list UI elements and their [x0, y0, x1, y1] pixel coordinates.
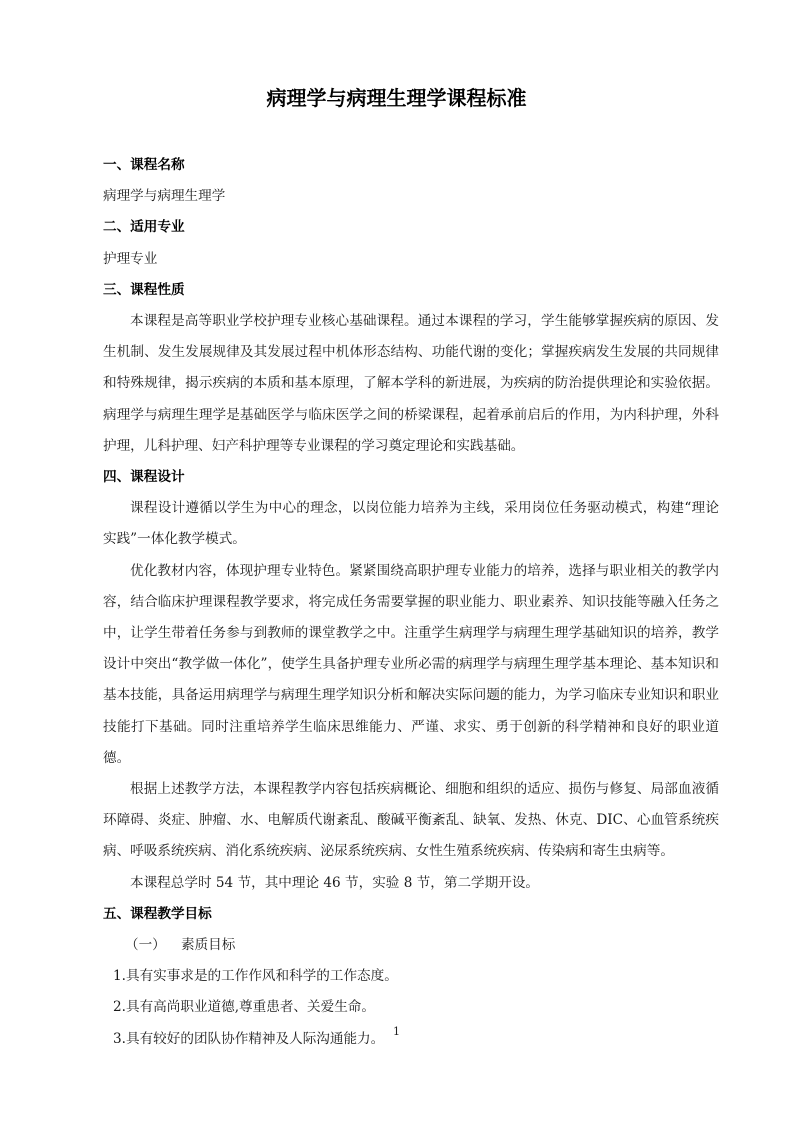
subsection-title: 素质目标 [181, 936, 236, 953]
section-heading-teaching-objectives: 五、课程教学目标 [103, 905, 212, 922]
section-heading-course-name: 一、课程名称 [103, 157, 185, 173]
course-nature-paragraph: 本课程是高等职业学校护理专业核心基础课程。通过本课程的学习，学生能够掌握疾病的原因、发生机制、发生发展规律及其发展过程中机体形态结构、功能代谢的变化；掌握疾病发生发展的共同规律和特殊规律，揭示疾病的本质和基本原理，了解本学科的新进展，为疾病的防治提供理论和实验依据。病理学与病理生理学是基础医学与临床医学之间的桥梁课程，起着承前启后的作用，为内科护理，外科护理，儿科护理、妇产科护理等专业课程的学习奠定理论和实践基础。 [103, 312, 719, 454]
subsection-quality-objectives [103, 930, 719, 961]
objective-item: 1.具有实事求是的工作作风和科学的工作态度。 [113, 968, 398, 985]
document-body [103, 150, 719, 1055]
applicable-major-text: 护理专业 [103, 250, 158, 267]
objective-item: 3.具有较好的团队协作精神及人际沟通能力。 [113, 1030, 385, 1047]
page-number: 1 [393, 1025, 400, 1038]
section-heading-applicable-major: 二、适用专业 [103, 219, 185, 236]
course-design-paragraph-1: 课程设计遵循以学生为中心的理念，以岗位能力培养为主线，采用岗位任务驱动模式，构建“理论实践”一体化教学模式。 [103, 500, 719, 548]
section-heading-course-nature: 三、课程性质 [103, 281, 185, 298]
course-design-paragraph-4: 本课程总学时 54 节，其中理论 46 节，实验 8 节，第二学期开设。 [130, 874, 540, 891]
subsection-number: （一） [125, 936, 166, 953]
objective-item: 2.具有高尚职业道德,尊重患者、关爱生命。 [113, 999, 375, 1016]
course-design-paragraph-2: 优化教材内容，体现护理专业特色。紧紧围绕高职护理专业能力的培养，选择与职业相关的教学内容，结合临床护理课程教学要求，将完成任务需要掌握的职业能力、职业素养、知识技能等融入任务之中，让学生带着任务参与到教师的课堂教学之中。注重学生病理学与病理生理学基础知识的培养，教学设计中突出“教学做一体化”，使学生具备护理专业所必需的病理学与病理生理学基本理论、基本知识和基本技能，具备运用病理学与病理生理学知识分析和解决实际问题的能力，为学习临床专业知识和职业技能打下基础。同时注重培养学生临床思维能力、严谨、求实、勇于创新的科学精神和良好的职业道德。 [103, 562, 719, 766]
section-heading-course-design: 四、课程设计 [103, 468, 185, 485]
document-title: 病理学与病理生理学课程标准 [266, 86, 527, 110]
course-design-paragraph-3: 根据上述教学方法，本课程教学内容包括疾病概论、细胞和组织的适应、损伤与修复、局部血液循环障碍、炎症、肿瘤、水、电解质代谢紊乱、酸碱平衡紊乱、缺氧、发热、休克、DIC、心血管系统疾病、呼吸系统疾病、消化系统疾病、泌尿系统疾病、女性生殖系统疾病、传染病和寄生虫病等。 [103, 780, 719, 860]
course-name-text: 病理学与病理生理学 [103, 188, 226, 205]
